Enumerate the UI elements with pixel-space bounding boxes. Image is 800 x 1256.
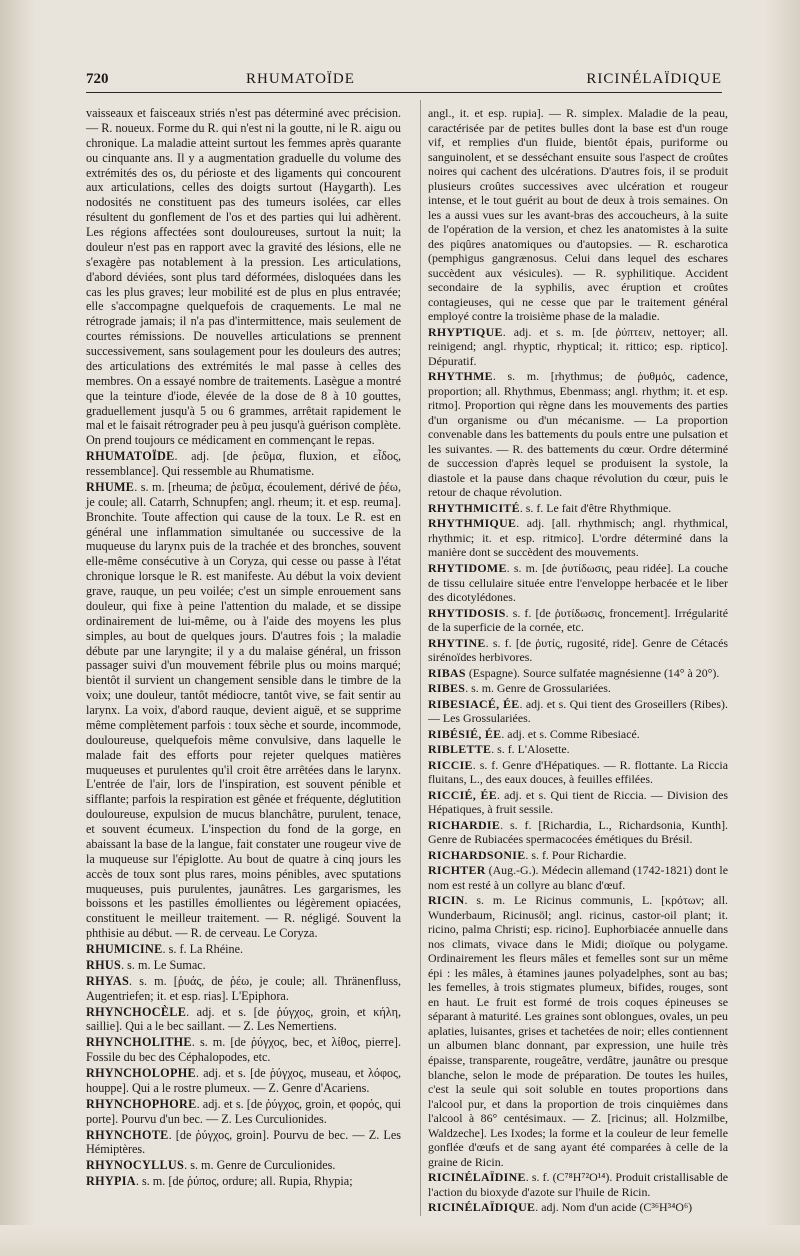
dictionary-entry: RIBAS (Espagne). Source sulfatée magnésienne (14° à 20°).: [428, 665, 720, 680]
dictionary-entry: RICINÉLAÏDINE. s. f. (C⁷⁸H⁷²O¹⁴). Produit cristallisable de l'action du bioxyde d'azote sur l'huile de Ricin.: [428, 1170, 728, 1199]
entry-headword: RHYAS: [86, 973, 130, 988]
page-fold-shadow-left: [0, 0, 36, 1256]
page-number: 720: [86, 71, 109, 87]
dictionary-entry: RHYNOCYLLUS. s. m. Genre de Curculionides.: [86, 1158, 336, 1173]
dictionary-entry: RHYNCHOLITHE. s. m. [de ῥύγχος, bec, et λίθος, pierre]. Fossile du bec des Céphalopodes, etc.: [86, 1035, 401, 1065]
dictionary-entry: RICCIE. s. f. Genre d'Hépatiques. — R. flottante. La Riccia fluitans, L., des eaux douces, à feuilles effilées.: [428, 757, 728, 787]
dictionary-entry: RICINÉLAÏDIQUE. adj. Nom d'un acide (C³⁶H³⁴O⁶): [428, 1200, 693, 1215]
entry-headword: RICCIÉ, ÉE: [428, 787, 497, 802]
entry-headword: RHYNCHOCÈLE: [86, 1004, 187, 1019]
dictionary-entry: RIBES. s. m. Genre de Grossulariées.: [428, 681, 611, 696]
dictionary-entry: RHYNCHOPHORE. adj. et s. [de ῥύγχος, groin, et φορός, qui porte]. Pourvu d'un bec. — Z. Les Curculionides.: [86, 1096, 401, 1126]
entry-headword: RIBAS: [428, 665, 466, 680]
entry-headword: RHYTHME: [428, 369, 493, 384]
entry-headword: RHYTIDOSIS: [428, 605, 506, 620]
entry-headword: RICHTER: [428, 863, 486, 878]
entry-headword: RHYTHMICITÉ: [428, 500, 520, 515]
entry-headword: RHYNCHOLOPHE: [86, 1066, 196, 1080]
running-head-right: RICINÉLAÏDIQUE: [586, 71, 722, 87]
entry-headword: RHYNOCYLLUS: [86, 1158, 185, 1173]
dictionary-entry: RHUMICINE. s. f. La Rhéine.: [86, 942, 244, 956]
running-header: [86, 68, 722, 93]
entry-headword: RHYNCHOLITHE: [86, 1035, 192, 1050]
dictionary-entry: RHYNCHOLOPHE. adj. et s. [de ῥύγχος, museau, et λόφος, houppe]. Qui a le rostre plumeux. — Z. Genre d'Acariens.: [86, 1066, 401, 1095]
right-column: [428, 106, 728, 1215]
dictionary-entry: RIBESIACÉ, ÉE. adj. et s. Qui tient des Groseillers (Ribes). — Les Grossulariées.: [428, 696, 728, 726]
dictionary-entry: vaisseaux et faisceaux striés n'est pas déterminé avec précision. — R. noueux. Forme du R. qui n'est ni la goutte, ni le R. aigu ou chronique. La maladie atteint surtout les femmes après quarante ou cinquante ans. Il y a augmentation graduelle du volume des extrémités des os, du périoste et des ligaments qui concourent aux articulations, celles des doigts surtout (Haygarth). Les nodosités ne constituent pas des tumeurs isolées, car elles résultent du gonflement de l'os et des parties qui lui adhèrent. Les régions affectées sont douloureuses, surtout la nuit; la douleur n'est pas en rapport avec la gravité des lésions, elle ne s'exagère pas notablement à la pression. Les articulations, d'abord déviées, sont plus tard déformées, disloquées dans les cas les plus graves; leur mobilité est de plus en plus entravée; elle s'accompagne quelquefois de craquements. Le mal ne rétrograde jamais; il n'a pas d'intermittence, mais seulement de courtes rémissions. De nouvelles articulations se prennent successivement, sans soulagement pour les douleurs des autres; des articulations des extrémités le mal passe à celles des membres. On a essayé nombre de traitements. Lasègue a montré que la teinture d'iode, élevée de la dose de 8 à 10 gouttes, graduellement jusqu'à 5 ou 6 grammes, arrêtait rapidement le mal et le faisait rétrograder peu à peu jusqu'à guérison complète. On prend toujours ce médicament en commençant le repas.: [86, 106, 401, 448]
dictionary-entry: RHUME. s. m. [rheuma; de ῥεῦμα, écoulement, dérivé de ῥέω, je coule; all. Catarrh, Schnupfen; angl. rheum; it. et esp. reuma]. Bronchite. Toute affection qui cause de la toux. Le R. est en général une inflammation simultanée ou successive de la muqueuse du larynx puis de la trachée et des bronches, souvent elle-même consécutive à un Coryza, qui cesse ou passe à l'état chronique lorsque le R. est manifeste. Au début la voix devient grave, rauque, un peu voilée; c'est un simple enrouement sans douleur, qui fixe à peine l'attention du malade, et se dissipe ordinairement de lui-même, ou à l'aide des moyens les plus simples, au bout de quelques jours. D'autres fois ; la maladie débute par une laryngite; il y a du malaise général, un frisson passager suivi d'un mouvement fébrile plus ou moins marqué; bientôt il survient un changement sensible dans le timbre de la voix; une douleur, tantôt médiocre, tantôt vive, se fait sentir au larynx. La voix, d'abord rauque, devient aiguë, et se supprime même complètement parfois : toux sèche et sourde, incommode, douloureuse, quelquefois même convulsive, dans laquelle le malade fait des efforts pour rejeter quelques matières muqueuses et purulentes qu'il croit être arrêtées dans le larynx. L'entrée de l'air, lors de l'inspiration, est souvent pénible et sifflante; parfois la respiration est gênée et fréquente, déglutition douloureuse, expulsion de mucus blanchâtre, purulent, tenace, et souvent écumeux. L'inspection du fond de la gorge, en abaissant la base de la langue, fait constater une rougeur vive de la muqueuse sur l'épiglotte. Au bout de quatre à cinq jours les accès de toux sont plus rares, moins pénibles, avec sputations muqueuses, puis purulentes, jaunâtres. Les gargarismes, les boissons et les pastilles émollientes ou légèrement opiacées, constituent le meilleur traitement. — R. négligé. Souvent la phthisie au début. — R. de cerveau. Le Coryza.: [86, 479, 401, 941]
dictionary-entry: RHYTHMICITÉ. s. f. Le fait d'être Rhythmique.: [428, 500, 672, 515]
page-bottom-edge: [0, 1225, 800, 1256]
entry-headword: RHYPIA: [86, 1174, 136, 1189]
dictionary-entry: RICHARDSONIE. s. f. Pour Richardie.: [428, 847, 627, 862]
dictionary-entry: RHYTIDOSIS. s. f. [de ῥυτίδωσις, froncement]. Irrégularité de la superficie de la cornée, etc.: [428, 605, 728, 635]
dictionary-entry: RICIN. s. m. Le Ricinus communis, L. [κρότων; all. Wunderbaum, Ricinusöl; angl. ricinus, castor-oil plant; it. ricino, palma Christi; esp. ricino]. Euphorbiacée annuelle dans nos climats, vivace dans le Midi; dioïque ou polygame. Ordinairement les fleurs mâles et femelles sont sur un même épi : les mâles, à étamines jaunes polyadelphes, sont au bas; les femelles, à trois stigmates plumeux, bifides, rouges, sont en haut. Le fruit est formé de trois coques épineuses se séparant à maturité. Les graines sont oblongues, ovales, un peu aplaties, luisantes, grises et tachetées de noir; elles contiennent un albumen blanc donnant, par expression, une huile très épaisse, transparente, rougeâtre, verdâtre, jaunâtre ou presque blanche, selon le mode de préparation. De toutes les huiles, c'est la seule qui soit soluble en toutes proportions dans l'alcool pur, et dans la proportion de trois cinquièmes dans l'alcool à 86° centésimaux. — Z. [ricinus; all. Holzmilbe, Waldzeche]. Les Ixodes; la forme et la couleur de leur femelle gonflée d'œufs et de sang ayant été comparées à celle de la graine de Ricin.: [428, 893, 728, 1169]
entry-headword: RHYTINE: [428, 635, 486, 650]
dictionary-entry: RICHARDIE. s. f. [Richardia, L., Richardsonia, Kunth]. Genre de Rubiacées spermacocées émétiques du Brésil.: [428, 817, 728, 847]
dictionary-entry: RHUMATOÏDE. adj. [de ῥεῦμα, fluxion, et εἶδος, ressemblance]. Qui ressemble au Rhumatisme.: [86, 449, 401, 478]
dictionary-entry: RHYTHMIQUE. adj. [all. rhythmisch; angl. rhythmical, rhythmic; it. et esp. ritmico]. L'ordre déterminé dans la manière dont se succèdent des mouvements.: [428, 516, 728, 560]
entry-headword: RIBES: [428, 681, 466, 696]
entry-headword: RHYNCHOTE: [86, 1127, 169, 1142]
entry-headword: RHUS: [86, 957, 122, 972]
dictionary-entry: RHYNCHOTE. [de ῥύγχος, groin]. Pourvu de bec. — Z. Les Hémiptères.: [86, 1127, 401, 1157]
entry-headword: RHYNCHOPHORE: [86, 1096, 197, 1111]
dictionary-entry: RIBÉSIÉ, ÉE. adj. et s. Comme Ribesiacé.: [428, 726, 640, 741]
dictionary-entry: RHYPIA. s. m. [de ῥύπος, ordure; all. Rupia, Rhypia;: [86, 1174, 353, 1189]
entry-headword: RICINÉLAÏDIQUE: [428, 1200, 536, 1215]
dictionary-entry: RHYAS. s. m. [ῥυάς, de ῥέω, je coule; all. Thränenfluss, Augentriefen; it. et esp. rias]. L'Epiphora.: [86, 973, 401, 1003]
entry-headword: RICHARDSONIE: [428, 847, 526, 862]
dictionary-entry: RICCIÉ, ÉE. adj. et s. Qui tient de Riccia. — Division des Hépatiques, à fruit sessile.: [428, 787, 728, 817]
entry-headword: RICIN: [428, 893, 465, 908]
entry-headword: RHUMICINE: [86, 942, 163, 956]
entry-headword: RHYPTIQUE: [428, 324, 503, 339]
dictionary-entry: RICHTER (Aug.-G.). Médecin allemand (1742-1821) dont le nom est resté à un collyre au blanc d'œuf.: [428, 863, 728, 892]
entry-headword: RIBESIACÉ, ÉE: [428, 696, 520, 711]
dictionary-entry: angl., it. et esp. rupia]. — R. simplex. Maladie de la peau, caractérisée par de petites bulles dont la base est d'un rouge vif, et remplies d'un fluide, bientôt épais, puriforme ou sanguinolent, et se desséchant ensuite sous l'aspect de croûtes noires qui cachent des ulcérations. D'autres fois, il se produit plusieurs croûtes successives avec ulcération et rougeur intense, et le tout guérit au bout de deux à trois semaines. On les a aussi vues sur les avant-bras des accoucheurs, à la suite de l'opération de la version, et chez les anatomistes à la suite des piqûres anatomiques ou d'autopsies. — R. escharotica (pemphigus gangrænosus. Celui dans lequel des eschares succèdent aux vésicules). — R. syphilitique. Accident secondaire de la syphilis, avec éruption et croûtes contagieuses, qui ne cesse que par le traitement général employé contre la troisième phase de la maladie.: [428, 106, 728, 324]
column-divider: [420, 100, 421, 1216]
dictionary-entry: RIBLETTE. s. f. L'Alosette.: [428, 742, 570, 757]
entry-headword: RHYTIDOME: [428, 560, 507, 575]
page-fold-shadow-right: [764, 0, 800, 1256]
running-head-left: RHUMATOÏDE: [246, 71, 355, 87]
entry-headword: RICCIE: [428, 757, 473, 772]
left-column: [86, 106, 401, 1189]
entry-headword: RIBLETTE: [428, 742, 492, 757]
dictionary-entry: RHYTINE. s. f. [de ῥυτίς, rugosité, ride]. Genre de Cétacés sirénoïdes herbivores.: [428, 635, 728, 665]
entry-headword: RHUMATOÏDE: [86, 449, 175, 464]
dictionary-entry: RHUS. s. m. Le Sumac.: [86, 957, 206, 972]
entry-headword: RIBÉSIÉ, ÉE: [428, 726, 502, 741]
entry-headword: RHYTHMIQUE: [428, 516, 517, 531]
entry-headword: RICHARDIE: [428, 817, 501, 832]
dictionary-entry: RHYTIDOME. s. m. [de ῥυτίδωσις, peau ridée]. La couche de tissu cellulaire située entre l'enveloppe herbacée et le liber des dicotylédones.: [428, 560, 728, 605]
dictionary-entry: RHYPTIQUE. adj. et s. m. [de ῥύπτειν, nettoyer; all. reinigend; angl. rhyptic, rhyptical; it. rittico; esp. riptico]. Dépuratif.: [428, 324, 728, 368]
entry-headword: RHUME: [86, 479, 135, 494]
dictionary-entry: RHYNCHOCÈLE. adj. et s. [de ῥύγχος, groin, et κήλη, saillie]. Qui a le bec saillant. — Z. Les Nemertiens.: [86, 1004, 401, 1034]
dictionary-entry: RHYTHME. s. m. [rhythmus; de ῥυθμός, cadence, proportion; all. Rhythmus, Ebenmass; angl. rhythm; it. et esp. ritmo]. Proportion qui règne dans les mouvements des parties d'un organisme ou d'un mécanisme. — La proportion convenable dans les battements du pouls entre une pulsation et les suivantes. — R. des battements du cœur. Ordre déterminé de succession d'après lequel se produisent la systole, la diastole et la pause dans chaque révolution du cœur, puis le retour de chaque révolution.: [428, 369, 728, 500]
entry-headword: RICINÉLAÏDINE: [428, 1170, 526, 1185]
